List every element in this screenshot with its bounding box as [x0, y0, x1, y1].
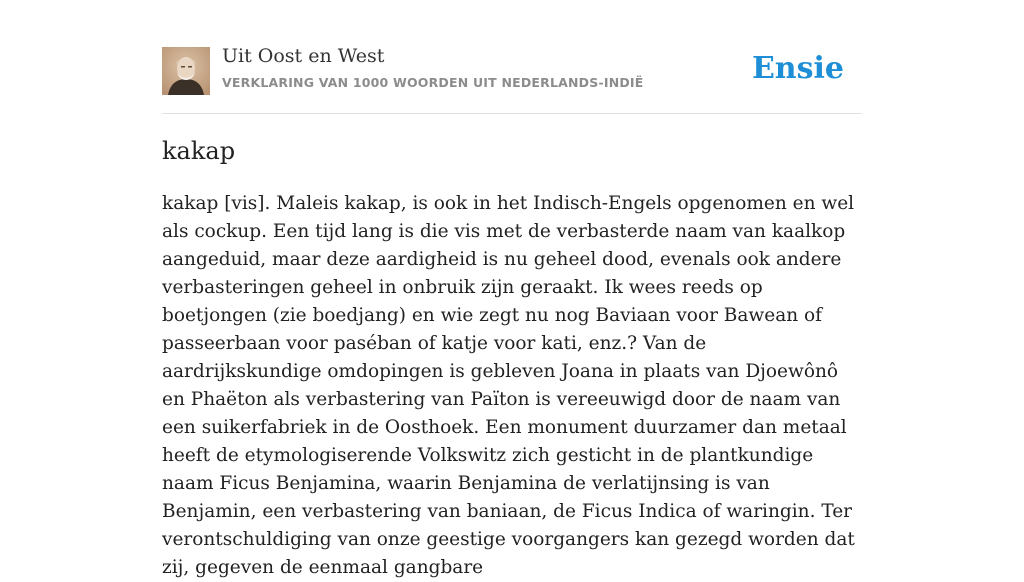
source-title[interactable]: Uit Oost en West	[222, 45, 385, 67]
entry-title: kakap	[162, 137, 236, 165]
avatar[interactable]	[162, 47, 210, 95]
portrait-avatar-icon	[162, 47, 210, 95]
content-container	[162, 0, 862, 578]
source-subtitle: VERKLARING VAN 1000 WOORDEN UIT NEDERLANDS-INDIË	[222, 75, 644, 90]
entry-body: kakap [vis]. Maleis kakap, is ook in het Indisch-Engels opgenomen en wel als cockup. Een tijd lang is die vis met de verbasterde naam van kaalkop aangeduid, maar deze aardigheid is nu geheel dood, evenals ook andere verbasteringen geheel in onbruik zijn geraakt. Ik wees reeds op boetjongen (zie boedjang) en wie zegt nu nog Baviaan voor Bawean of passeerbaan voor paséban of katje voor kati, enz.? Van de aardrijkskundige omdopingen is gebleven Joana in plaats van Djoewônô en Phaëton als verbastering van Païton is vereeuwigd door de naam van een suikerfabriek in de Oosthoek. Een monument duurzamer dan metaal heeft de etymologiserende Volkswitz zich gesticht in de plantkundige naam Ficus Benjamina, waarin Benjamina de verlatijnsing is van Benjamin, een verbastering van baniaan, de Ficus Indica of waringin. Ter verontschuldiging van onze geestige voorgangers kan gezegd worden dat zij, gegeven de eenmaal gangbare	[162, 193, 855, 578]
ensie-logo[interactable]: Ensie	[751, 51, 844, 86]
source-header	[162, 0, 862, 114]
